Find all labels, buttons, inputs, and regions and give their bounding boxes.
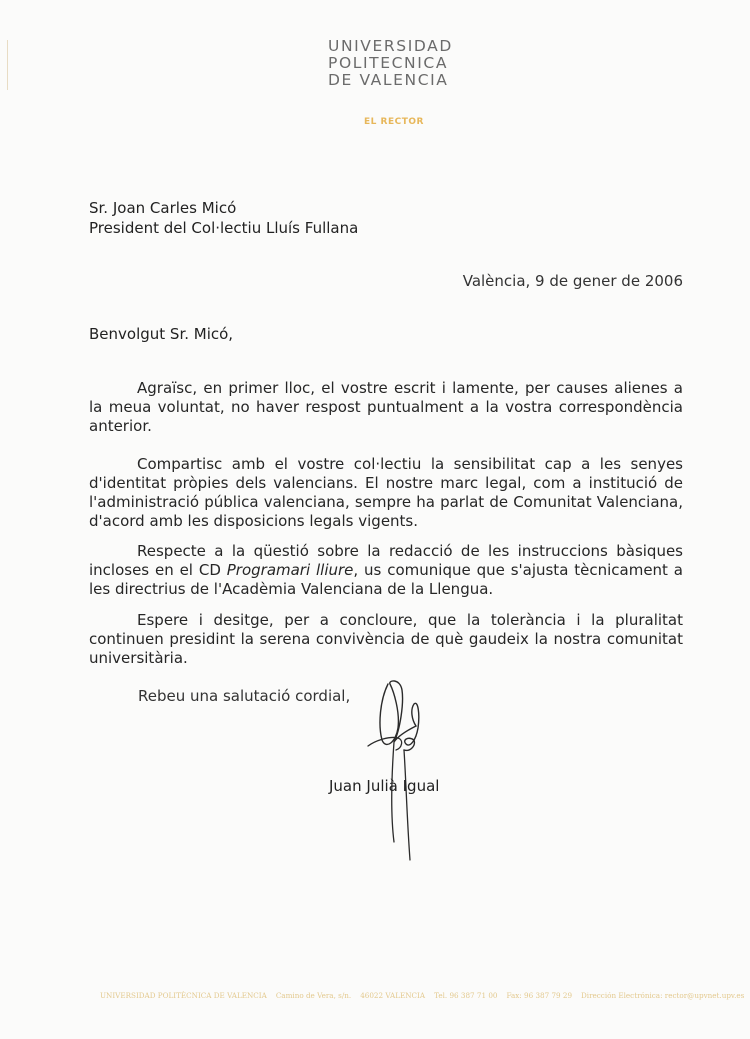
paragraph-3	[89, 542, 683, 599]
paragraph-2: Compartisc amb el vostre col·lectiu la sensibilitat cap a les senyes d'identitat pròpies dels valencians. El nostre marc legal, com a institució de l'administració pública valenciana, sempre ha parlat de Comunitat Valenciana, d'acord amb les disposicions legals vigents.	[89, 455, 683, 530]
letter-footer	[100, 991, 745, 1000]
paragraph-3-text-a: Respecte a la qüestió sobre la redacció de les instruccions bàsiques incloses en el CD	[89, 542, 683, 579]
salutation: Benvolgut Sr. Micó,	[89, 325, 234, 343]
letterhead-line-2: POLITECNICA	[328, 54, 449, 72]
footer-fax: Fax: 96 387 79 29	[506, 991, 573, 1000]
university-letterhead	[328, 38, 453, 89]
footer-institution: UNIVERSIDAD POLITÈCNICA DE VALENCIA	[100, 991, 267, 1000]
letter-date: València, 9 de gener de 2006	[462, 272, 683, 290]
letterhead-line-1: UNIVERSIDAD	[328, 37, 453, 55]
letterhead-line-3: DE VALENCIA	[328, 71, 449, 89]
paragraph-3-text-b: , us comunique que s'ajusta tècnicament a les directrius de l'Acadèmia Valenciana de la Llengua.	[89, 561, 683, 598]
paragraph-1: Agraïsc, en primer lloc, el vostre escrit i lamente, per causes alienes a la meua voluntat, no haver respost puntualment a la vostra correspondència anterior.	[89, 379, 683, 435]
paragraph-4: Espere i desitge, per a concloure, que la tolerància i la pluralitat continuen presidint la serena convivència de què gaudeix la nostra comunitat universitària.	[89, 611, 683, 667]
recipient-name: Sr. Joan Carles Micó	[89, 199, 237, 217]
cd-title: Programari lliure	[226, 561, 354, 579]
handwritten-signature	[360, 670, 450, 870]
office-label: EL RECTOR	[364, 117, 424, 127]
footer-phone: Tel. 96 387 71 00	[434, 991, 498, 1000]
signer-name: Juan Julià Igual	[329, 777, 440, 795]
footer-email: Dirección Electrónica: rector@upvnet.upv.es	[581, 991, 745, 1000]
paper-crease	[7, 40, 8, 90]
footer-postal: 46022 VALENCIA	[360, 991, 426, 1000]
closing-line: Rebeu una salutació cordial,	[138, 687, 351, 705]
recipient-title: President del Col·lectiu Lluís Fullana	[89, 219, 359, 237]
footer-street: Camino de Vera, s/n.	[275, 991, 352, 1000]
recipient-block	[89, 198, 358, 238]
